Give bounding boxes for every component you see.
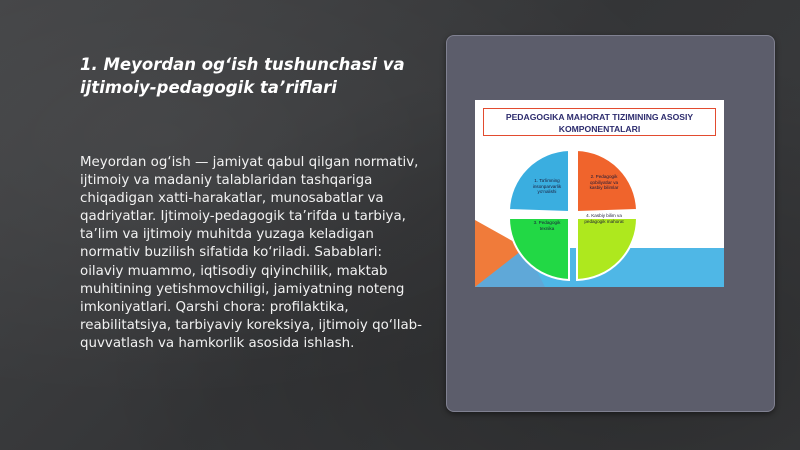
slide-body-text: Meyordan og‘ish — jamiyat qabul qilgan normativ, ijtimoiy va madaniy talablaridan tashqariga chiqadigan xatti-harakatlar, munosabatlar va qadriyatlar. Ijtimoiy-pedagogik ta’rifda u tarbiya, ta’lim va ijtimoiy muhitda yuzaga keladigan normativ buzilish sifatida ko‘riladi. Sabablari: oilaviy muammo, iqtisodiy qiyinchilik, maktab muhitining yetishmovchiligi, jamiyatning noteng imkoniyatlari. Qarshi chora: profilaktika, reabilitatsiya, tarbiyaviy koreksiya, ijtimoiy qo‘llab-quvvatlash va hamkorlik asosida ishlash. xyxy=(80,155,422,351)
quadrant-top-right-label: 2. Pedagogik qobiliyatlar va kasbiy bilimlar xyxy=(589,174,619,191)
slide-title: 1. Meyordan og‘ish tushunchasi va ijtimoiy-pedagogik ta’riflari xyxy=(80,55,405,97)
diagram-title: PEDAGOGIKA MAHORAT TIZIMINING ASOSIY KOMPONENTALARI xyxy=(483,108,716,136)
quadrant-bottom-left-label: 3. Pedagogik texnika xyxy=(533,220,561,231)
diagram-figure xyxy=(475,100,724,287)
quadrant-top-left-label: 1. Ta’limning insonparvarlik yo‘nalishi xyxy=(532,178,562,195)
quadrant-bottom-right-label: 4. Kasbiy bilim va pedagogik mahorat xyxy=(584,213,624,224)
